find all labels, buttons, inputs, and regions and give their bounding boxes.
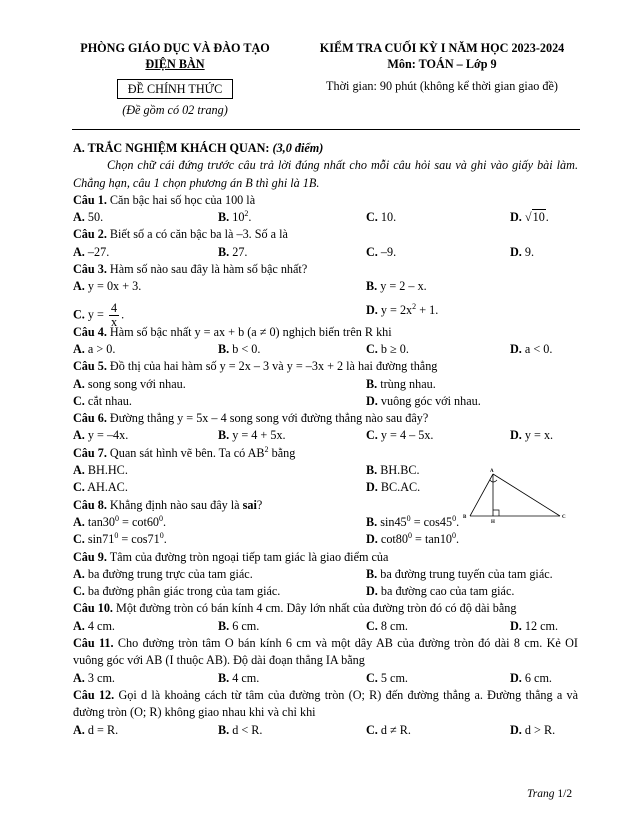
option-text: cot80 (380, 532, 408, 547)
option-letter: D. (366, 393, 378, 408)
option-superscript: 2 (244, 209, 249, 219)
option-letter: A. (73, 428, 85, 443)
option-text-tail: = cos45 (410, 514, 453, 529)
options-row (73, 209, 578, 226)
question-number: Câu 10. (73, 601, 113, 616)
option-text-tail: . (163, 514, 167, 529)
option-text: 5 cm. (380, 670, 408, 685)
option-letter: B. (218, 428, 230, 443)
option-superscript: 0 (452, 513, 457, 523)
question-text: Cho đường tròn tâm O bán kính 6 cm và một dây AB của đường tròn đó dài 8 cm. Kẻ OI vuông góc với AB (I thuộc AB). Độ dài đoạn thẳng IA bằng (73, 636, 578, 668)
question-stem (73, 635, 578, 670)
option-text: song song với nhau. (87, 376, 186, 391)
question-number: Câu 5. (73, 359, 107, 374)
option-letter: A. (73, 376, 85, 391)
option-text-tail: . (248, 210, 252, 225)
official-exam-label: ĐỀ CHÍNH THỨC (117, 79, 234, 99)
option-text: b < 0. (232, 341, 261, 356)
question-number: Câu 9. (73, 549, 107, 564)
answer-option[interactable] (366, 376, 436, 393)
label-a: A (490, 469, 494, 474)
option-letter: C. (73, 393, 85, 408)
options-row (73, 296, 578, 329)
question-stem (73, 410, 578, 427)
question-number: Câu 11. (73, 636, 114, 651)
option-text: 4 cm. (232, 670, 260, 685)
question-number: Câu 1. (73, 192, 107, 207)
option-text: a < 0. (524, 341, 553, 356)
option-text: 27. (232, 244, 248, 259)
question-stem (73, 358, 578, 375)
answer-option[interactable] (218, 341, 260, 358)
answer-option[interactable] (218, 209, 251, 226)
answer-option[interactable] (73, 670, 115, 687)
department-name: PHÒNG GIÁO DỤC VÀ ĐÀO TẠO (80, 41, 270, 55)
option-text: 6 cm. (524, 670, 552, 685)
answer-option[interactable] (366, 583, 514, 600)
question-stem (73, 324, 578, 341)
option-text: ba đường cao của tam giác. (380, 584, 515, 599)
option-superscript: 0 (407, 531, 412, 541)
question-text: Đường thẳng y = 5x – 4 song song với đường thẳng nào sau đây? (109, 411, 429, 426)
option-letter: C. (366, 341, 378, 356)
option-text: d > R. (524, 722, 556, 737)
option-letter: C. (73, 306, 85, 321)
option-text: 9. (524, 244, 535, 259)
options-row (73, 583, 578, 600)
question-text-tail: ? (256, 497, 263, 512)
question-number: Câu 4. (73, 324, 107, 339)
answer-option[interactable] (510, 341, 552, 358)
options-row (73, 341, 578, 358)
option-text: y = (87, 306, 107, 321)
answer-option[interactable] (510, 427, 553, 444)
answer-option[interactable] (73, 209, 103, 226)
option-letter: C. (73, 480, 85, 495)
option-superscript: 0 (159, 531, 164, 541)
option-text: 3 cm. (87, 670, 115, 685)
option-text: b ≥ 0. (380, 341, 409, 356)
radicand: 10 (532, 210, 545, 225)
answer-option[interactable] (366, 462, 420, 479)
option-letter: C. (366, 244, 378, 259)
options-row (73, 566, 578, 583)
answer-option[interactable] (218, 722, 262, 739)
option-text-tail: = cot60 (118, 514, 160, 529)
question-stem (73, 600, 578, 617)
answer-option[interactable] (366, 531, 459, 548)
options-row (73, 618, 578, 635)
option-text: y = x. (524, 428, 554, 443)
option-text: y = 4 – 5x. (380, 428, 434, 443)
option-letter: B. (366, 279, 378, 294)
option-text: sin71 (87, 532, 115, 547)
square-root-expression: √10 (524, 210, 545, 225)
option-letter: B. (366, 463, 378, 478)
option-superscript: 0 (114, 513, 119, 523)
option-letter: B. (218, 341, 230, 356)
question-text: Khẳng định nào sau đây là (109, 497, 243, 512)
question-text: Tâm của đường tròn ngoại tiếp tam giác là giao điểm của (109, 549, 389, 564)
option-text-tail: . (456, 532, 460, 547)
question-list (73, 192, 578, 739)
question-text: Hàm số bậc nhất y = ax + b (a ≠ 0) nghịch biến trên R khi (109, 324, 392, 339)
option-text: BH.BC. (380, 463, 420, 478)
question-number: Câu 7. (73, 445, 107, 460)
option-letter: D. (366, 532, 378, 547)
option-letter: C. (73, 532, 85, 547)
answer-option[interactable] (366, 244, 396, 261)
option-letter: C. (366, 722, 378, 737)
option-letter: A. (73, 722, 85, 737)
option-letter: C. (366, 618, 378, 633)
option-text: a > 0. (87, 341, 116, 356)
option-text: BC.AC. (380, 480, 421, 495)
option-superscript: 0 (452, 531, 457, 541)
segment-ab (470, 474, 493, 516)
option-text: –27. (87, 244, 110, 259)
answer-option[interactable] (510, 722, 555, 739)
options-row (73, 376, 578, 393)
answer-option[interactable] (73, 278, 141, 295)
option-letter: D. (366, 302, 378, 317)
question-text-superscript: 2 (264, 444, 269, 454)
answer-option[interactable] (366, 341, 409, 358)
section-heading (73, 140, 578, 157)
option-text: 12 cm. (524, 618, 559, 633)
option-text-tail: . (121, 306, 125, 321)
question-number: Câu 8. (73, 497, 107, 512)
answer-option[interactable] (366, 393, 481, 410)
answer-option[interactable] (218, 670, 259, 687)
answer-option[interactable] (366, 514, 459, 531)
option-superscript: 0 (114, 531, 119, 541)
answer-option[interactable] (73, 722, 118, 739)
option-letter: A. (73, 463, 85, 478)
header-right (292, 40, 592, 94)
options-row (73, 427, 578, 444)
option-letter: D. (510, 722, 522, 737)
option-letter: B. (218, 722, 230, 737)
option-text: 4 cm. (87, 618, 115, 633)
option-letter: D. (366, 480, 378, 495)
question-text: Biết số a có căn bậc ba là –3. Số a là (109, 227, 288, 242)
option-letter: A. (73, 341, 85, 356)
question-stem (73, 226, 578, 243)
option-text: d ≠ R. (380, 722, 411, 737)
option-text: y = 4 + 5x. (232, 428, 286, 443)
option-letter: C. (366, 670, 378, 685)
answer-option[interactable] (218, 618, 259, 635)
answer-option[interactable] (73, 341, 115, 358)
option-text: AH.AC. (87, 480, 128, 495)
label-h: H (491, 520, 495, 524)
option-text: y = –4x. (87, 428, 129, 443)
answer-option[interactable] (366, 302, 438, 319)
option-text: ba đường trung trực của tam giác. (87, 566, 253, 581)
question-number: Câu 12. (73, 687, 115, 702)
option-letter: C. (366, 210, 378, 225)
option-text: d = R. (87, 722, 119, 737)
option-letter: B. (366, 376, 378, 391)
question-number: Câu 6. (73, 411, 107, 426)
answer-option[interactable] (366, 722, 411, 739)
question-text: Quan sát hình vẽ bên. Ta có AB (109, 445, 265, 460)
answer-option[interactable] (510, 618, 558, 635)
answer-option[interactable] (366, 618, 408, 635)
option-superscript: 0 (159, 513, 164, 523)
answer-option[interactable] (73, 514, 166, 531)
option-text: 10. (380, 210, 397, 225)
question-text: Đồ thị của hai hàm số y = 2x – 3 và y = –3x + 2 là hai đường thẳng (109, 359, 438, 374)
fraction-numerator: 4 (110, 300, 118, 315)
page-footer (527, 788, 572, 800)
question-text-tail: bằng (268, 445, 296, 460)
option-letter: C. (73, 584, 85, 599)
option-text: vuông góc với nhau. (380, 393, 481, 408)
question-text-emphasis: sai (242, 497, 257, 512)
option-letter: A. (73, 618, 85, 633)
question-text: Căn bậc hai số học của 100 là (109, 192, 256, 207)
answer-option[interactable] (73, 479, 128, 496)
option-letter: A. (73, 244, 85, 259)
option-text: ba đường trung tuyến của tam giác. (380, 566, 553, 581)
answer-option[interactable] (218, 427, 286, 444)
option-text: y = 0x + 3. (87, 279, 142, 294)
options-row (73, 244, 578, 261)
triangle-figure (460, 468, 570, 524)
option-superscript: 0 (406, 513, 411, 523)
answer-option[interactable] (73, 393, 132, 410)
page-count-note: (Đề gồm có 02 trang) (122, 103, 228, 117)
option-text: y = 2 – x. (380, 279, 427, 294)
option-text-tail: = cos71 (118, 532, 160, 547)
option-text: BH.HC. (87, 463, 128, 478)
option-text-tail: + 1. (416, 302, 439, 317)
option-letter: B. (218, 244, 230, 259)
option-letter: A. (73, 279, 85, 294)
answer-option[interactable] (73, 244, 109, 261)
exam-content (73, 138, 578, 739)
header-left (70, 40, 280, 118)
option-letter: B. (218, 670, 230, 685)
fraction-denominator: x (110, 314, 118, 329)
option-letter: A. (73, 670, 85, 685)
answer-option[interactable] (366, 479, 420, 496)
answer-option[interactable] (73, 427, 128, 444)
option-text-tail: . (545, 210, 549, 225)
question-stem (73, 261, 578, 278)
option-text: sin45 (380, 514, 407, 529)
options-row (73, 722, 578, 739)
option-letter: D. (510, 428, 522, 443)
options-row (73, 278, 578, 295)
option-letter: B. (218, 618, 230, 633)
answer-option[interactable] (73, 566, 253, 583)
option-text: tan30 (87, 514, 115, 529)
header-divider (72, 129, 580, 130)
answer-option[interactable] (366, 670, 408, 687)
answer-option[interactable] (366, 427, 433, 444)
label-c: C (562, 515, 566, 520)
option-letter: B. (218, 210, 230, 225)
option-text: d < R. (232, 722, 263, 737)
question-number: Câu 3. (73, 262, 107, 277)
section-title: A. TRẮC NGHIỆM KHÁCH QUAN: (73, 141, 270, 155)
option-text: 8 cm. (380, 618, 408, 633)
right-angle-mark-a (490, 480, 497, 482)
option-letter: D. (510, 618, 522, 633)
exam-title: KIỂM TRA CUỐI KỲ I NĂM HỌC 2023-2024 (319, 41, 565, 55)
option-letter: A. (73, 210, 85, 225)
answer-option[interactable] (510, 244, 534, 261)
answer-option[interactable] (366, 566, 553, 583)
option-letter: B. (366, 514, 378, 529)
answer-option[interactable] (366, 278, 427, 295)
answer-option[interactable] (73, 583, 280, 600)
district-name: ĐIỆN BÀN (145, 57, 205, 71)
option-letter: D. (510, 210, 522, 225)
answer-option[interactable] (510, 670, 552, 687)
section-instruction: Chọn chữ cái đứng trước câu trả lời đúng nhất cho mỗi câu hỏi sau và ghi vào giấy bài làm. Chẳng hạn, câu 1 chọn phương án B thì ghi là 1B. (73, 158, 578, 190)
question-stem (73, 687, 578, 722)
option-text: y = 2x (380, 302, 413, 317)
right-angle-mark-h (493, 510, 499, 516)
option-superscript: 2 (412, 301, 417, 311)
options-row (73, 670, 578, 687)
option-letter: A. (73, 514, 85, 529)
option-letter: D. (510, 244, 522, 259)
option-text-tail: . (456, 514, 460, 529)
page-number: 1/2 (557, 788, 573, 800)
exam-duration: Thời gian: 90 phút (không kể thời gian giao đề) (326, 79, 558, 93)
option-text: 10 (232, 210, 245, 225)
question-stem (73, 445, 578, 462)
answer-option[interactable] (73, 618, 115, 635)
option-text: 50. (87, 210, 104, 225)
question-text: Một đường tròn có bán kính 4 cm. Dây lớn nhất của đường tròn đó có độ dài bằng (116, 601, 517, 616)
option-text: 6 cm. (232, 618, 260, 633)
exam-subject: Môn: TOÁN – Lớp 9 (387, 57, 497, 71)
option-letter: D. (510, 670, 522, 685)
options-row (73, 393, 578, 410)
option-letter: C. (366, 428, 378, 443)
label-b: B (463, 515, 467, 520)
question-number: Câu 2. (73, 227, 107, 242)
section-points: (3,0 điểm) (272, 141, 324, 155)
options-row (73, 531, 578, 548)
answer-option[interactable] (510, 209, 549, 226)
question-stem (73, 192, 578, 209)
answer-option[interactable] (366, 209, 396, 226)
option-letter: A. (73, 566, 85, 581)
option-text: ba đường phân giác trong của tam giác. (87, 584, 281, 599)
page-word: Trang (527, 788, 555, 800)
option-letter: B. (366, 566, 378, 581)
answer-option[interactable] (73, 531, 167, 548)
option-text-tail: . (163, 532, 167, 547)
option-text: cắt nhau. (87, 393, 132, 408)
option-text-tail: = tan10 (411, 532, 453, 547)
option-letter: D. (366, 584, 378, 599)
answer-option[interactable] (73, 462, 128, 479)
question-text: Hàm số nào sau đây là hàm số bậc nhất? (109, 262, 308, 277)
answer-option[interactable] (73, 376, 186, 393)
segment-ac (493, 474, 560, 516)
option-text: trùng nhau. (380, 376, 436, 391)
question-text: Gọi d là khoảng cách từ tâm của đường tròn (O; R) đến đường thẳng a. Đường thẳng a và đường tròn (O; R) không giao nhau khi và chỉ khi (73, 687, 579, 720)
option-text: –9. (380, 244, 397, 259)
option-letter: D. (510, 341, 522, 356)
question-stem (73, 549, 578, 566)
answer-option[interactable] (218, 244, 247, 261)
